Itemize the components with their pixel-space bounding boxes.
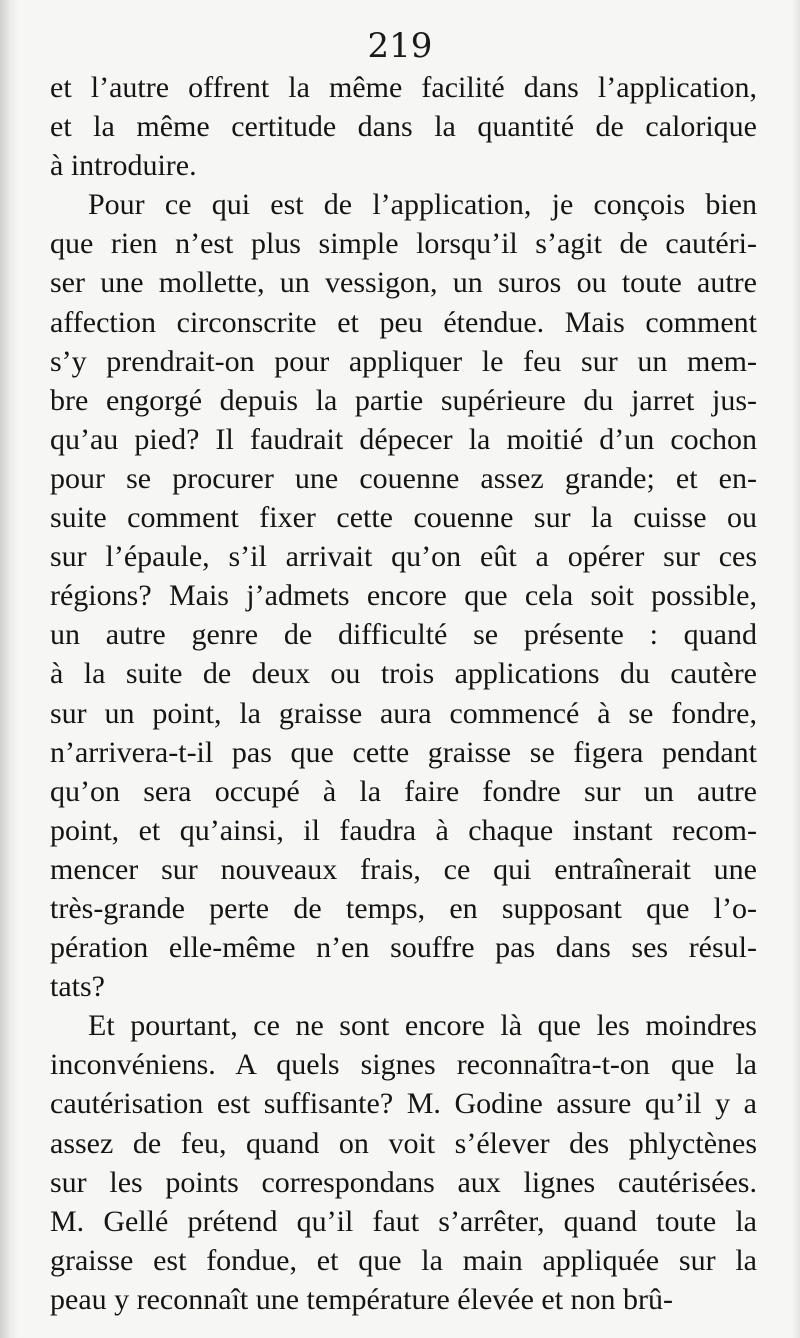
- body-text: [50, 68, 757, 1319]
- text-line: à la suite de deux ou trois applications du cautère: [50, 657, 757, 691]
- text-line: un autre genre de difficulté se présente : quand: [50, 618, 757, 652]
- text-line: inconvéniens. A quels signes reconnaîtra-t-on que la: [50, 1048, 757, 1082]
- text-line: affection circonscrite et peu étendue. Mais comment: [50, 305, 757, 339]
- text-line: à introduire.: [50, 149, 197, 183]
- text-line: mencer sur nouveaux frais, ce qui entraînerait une: [50, 852, 757, 886]
- text-line: graisse est fondue, et que la main appliquée sur la: [50, 1243, 757, 1277]
- text-line: tats?: [50, 970, 105, 1004]
- text-line: qu’on sera occupé à la faire fondre sur un autre: [50, 774, 757, 808]
- text-line: et l’autre offrent la même facilité dans l’application,: [50, 71, 757, 104]
- text-line: suite comment fixer cette couenne sur la cuisse ou: [50, 501, 757, 535]
- text-line: bre engorgé depuis la partie supérieure du jarret jus-: [50, 383, 757, 417]
- text-line: que rien n’est plus simple lorsqu’il s’agit de cautéri-: [50, 227, 757, 261]
- text-line: ser une mollette, un vessigon, un suros ou toute autre: [50, 266, 757, 300]
- page-edge: [792, 0, 800, 1338]
- text-line: sur les points correspondans aux lignes cautérisées.: [50, 1165, 757, 1199]
- text-line: et la même certitude dans la quantité de calorique: [50, 110, 757, 144]
- text-line: peau y reconnaît une température élevée et non brû-: [50, 1282, 674, 1316]
- text-line: sur l’épaule, s’il arrivait qu’on eût a opérer sur ces: [50, 540, 757, 574]
- page-number: 219: [367, 26, 433, 66]
- text-line: M. Gellé prétend qu’il faut s’arrêter, quand toute la: [50, 1204, 757, 1238]
- text-line: pération elle-même n’en souffre pas dans ses résul-: [50, 931, 757, 965]
- text-line: régions? Mais j’admets encore que cela soit possible,: [50, 579, 757, 613]
- text-line: s’y prendrait-on pour appliquer le feu sur un mem-: [50, 344, 757, 378]
- text-line: Pour ce qui est de l’application, je conçois bien: [88, 188, 757, 222]
- text-line: Et pourtant, ce ne sont encore là que les moindres: [88, 1009, 757, 1043]
- text-line: point, et qu’ainsi, il faudra à chaque instant recom-: [50, 813, 757, 847]
- text-line: n’arrivera-t-il pas que cette graisse se figera pendant: [50, 735, 757, 769]
- text-line: sur un point, la graisse aura commencé à se fondre,: [50, 696, 757, 730]
- text-line: qu’au pied? Il faudrait dépecer la moitié d’un cochon: [50, 422, 757, 456]
- text-line: pour se procurer une couenne assez grande; et en-: [50, 461, 757, 495]
- text-line: très-grande perte de temps, en supposant que l’o-: [50, 891, 757, 925]
- binding-shadow: [0, 0, 18, 1338]
- text-line: assez de feu, quand on voit s’élever des phlyctènes: [50, 1126, 757, 1160]
- text-line: cautérisation est suffisante? M. Godine assure qu’il y a: [50, 1087, 757, 1121]
